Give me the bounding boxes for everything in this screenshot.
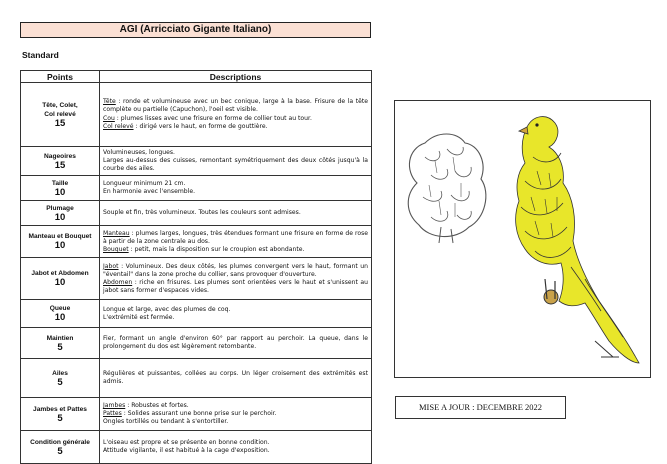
description-label: Jabot: [103, 262, 119, 270]
description-label: Tête: [103, 98, 116, 106]
table-row: [21, 328, 372, 359]
points-header: Points: [21, 71, 100, 83]
criterion-name: Condition générale: [30, 438, 90, 446]
criterion-description: [100, 226, 372, 258]
table-row: [21, 300, 372, 328]
back-view-sketch-icon: [408, 134, 486, 243]
description-line: [103, 157, 368, 173]
update-note: MISE A JOUR : DECEMBRE 2022: [395, 396, 566, 419]
criterion-name: Taille: [51, 179, 69, 187]
description-text: Régulières et puissantes, collées au corps. Un léger croisement des extrémités est admis.: [103, 370, 368, 386]
description-text: Souple et fin, très volumineux. Toutes les couleurs sont admises.: [103, 209, 301, 217]
yellow-canary-icon: [516, 117, 639, 363]
criterion-description: [100, 201, 372, 226]
table-row: [21, 176, 372, 201]
criterion-points: 15: [54, 159, 66, 171]
criterion-points: 5: [57, 412, 63, 424]
table-row: [21, 201, 372, 226]
description-label: Pattes: [103, 410, 122, 418]
criterion-points: 5: [57, 445, 63, 457]
criterion-name: Jabot et Abdomen: [31, 270, 89, 278]
standard-heading: Standard: [22, 50, 59, 60]
criterion-points: 10: [54, 211, 66, 223]
description-text: En harmonie avec l'ensemble.: [103, 188, 196, 196]
standard-table: [20, 70, 372, 464]
table-row: [21, 226, 372, 258]
description-text: : dirigé vers le haut, en forme de gouttière.: [133, 122, 268, 130]
description-label: Col relevé: [103, 122, 134, 130]
description-text: Attitude vigilante, il est habitué à la cage d'exposition.: [103, 447, 270, 455]
description-line: [103, 314, 368, 322]
criterion-cell: [21, 83, 100, 147]
criterion-name: Maintien: [46, 334, 74, 342]
criterion-cell: [21, 398, 100, 431]
criterion-cell: [21, 226, 100, 258]
criterion-description: [100, 147, 372, 176]
criterion-description: [100, 176, 372, 201]
criterion-points: 10: [54, 312, 66, 324]
criterion-points: 10: [54, 240, 66, 252]
criterion-description: [100, 258, 372, 300]
description-label: Abdomen: [103, 278, 133, 286]
description-label: Cou: [103, 114, 115, 122]
criterion-name: Queue: [49, 305, 71, 313]
description-line: [103, 418, 368, 426]
table-row: [21, 398, 372, 431]
bird-illustration-frame: [394, 100, 651, 378]
criterion-cell: [21, 328, 100, 359]
criterion-name: Jambes et Pattes: [33, 405, 87, 413]
criterion-description: [100, 300, 372, 328]
description-text: Fier, formant un angle d'environ 60° par rapport au perchoir. La queue, dans le prolongement du dos est légèrement retombante.: [103, 335, 368, 351]
criterion-name: Manteau et Bouquet: [28, 233, 92, 241]
criterion-points: 10: [54, 277, 66, 289]
criterion-cell: [21, 359, 100, 398]
criterion-description: [100, 359, 372, 398]
criterion-cell: [21, 147, 100, 176]
description-line: [103, 209, 368, 217]
criterion-name: Ailes: [52, 369, 68, 377]
criterion-description: [100, 431, 372, 464]
description-line: [103, 263, 368, 279]
description-text: L'extrémité est fermée.: [103, 313, 175, 321]
description-text: : Robustes et fortes.: [125, 402, 189, 410]
description-line: [103, 279, 368, 295]
table-body: [21, 83, 372, 464]
description-text: : petit, mais la disposition sur le croupion est abondante.: [128, 245, 305, 253]
table-row: [21, 431, 372, 464]
document-title: AGI (Arricciato Gigante Italiano): [20, 22, 371, 38]
description-line: [103, 98, 368, 114]
description-text: Larges au-dessus des cuisses, remontant symétriquement des deux côtés jusqu'à la courbe des ailes.: [103, 157, 368, 173]
description-text: Longue et large, avec des plumes de coq.: [103, 305, 231, 313]
criterion-description: [100, 328, 372, 359]
bird-illustration: [395, 101, 650, 377]
description-text: : Solides assurant une bonne prise sur le perchoir.: [121, 410, 277, 418]
description-line: [103, 123, 368, 131]
criterion-name: Plumage: [46, 204, 74, 212]
description-text: Ongles tortillés ou tendant à s'entortiller.: [103, 418, 229, 426]
table-row: [21, 258, 372, 300]
description-text: Volumineuses, longues.: [103, 149, 175, 156]
criterion-description: [100, 83, 372, 147]
description-line: [103, 306, 368, 314]
description-line: [103, 370, 368, 386]
description-label: Jambes: [103, 402, 126, 410]
description-line: [103, 188, 368, 196]
criterion-points: 10: [54, 186, 66, 198]
table-header-row: [21, 71, 372, 83]
description-text: : ronde et volumineuse avec un bec conique, large à la base. Frisure de la tête complète ou partielle (Capuchon), l'oeil est visible.: [103, 98, 368, 114]
criterion-cell: [21, 201, 100, 226]
description-line: [103, 246, 368, 254]
criterion-cell: [21, 176, 100, 201]
criterion-cell: [21, 258, 100, 300]
description-label: Manteau: [103, 229, 130, 237]
descriptions-header: Descriptions: [100, 71, 372, 83]
criterion-name: Nageoires: [44, 152, 76, 160]
description-text: : Volumineux. Des deux côtés, les plumes convergent vers le haut, formant un "éventail" dans la zone proche du collier, sans provoquer d'ouverture.: [103, 262, 368, 278]
description-line: [103, 402, 368, 410]
table-row: [21, 83, 372, 147]
criterion-cell: [21, 300, 100, 328]
description-text: Longueur minimum 21 cm.: [103, 180, 186, 188]
description-line: [103, 230, 368, 246]
criterion-description: [100, 398, 372, 431]
criterion-name: Tête, Colet,: [42, 101, 78, 109]
table-row: [21, 147, 372, 176]
description-text: : plumes larges, longues, très étendues formant une frisure en forme de rose à partir de la zone centrale au dos.: [103, 229, 368, 245]
description-line: [103, 149, 368, 157]
criterion-points: 5: [57, 341, 63, 353]
criterion-points: 15: [54, 117, 66, 129]
description-text: : riche en frisures. Les plumes sont orientées vers le haut et s'unissent au jabot sans former d'espaces vides.: [103, 278, 368, 294]
table-row: [21, 359, 372, 398]
description-line: [103, 447, 368, 455]
criterion-cell: [21, 431, 100, 464]
description-text: : plumes lisses avec une frisure en forme de collier tout au tour.: [114, 114, 312, 122]
description-text: L'oiseau est propre et se présente en bonne condition.: [103, 439, 270, 447]
description-line: [103, 335, 368, 351]
description-line: [103, 115, 368, 123]
criterion-name: Col relevé: [44, 110, 76, 118]
description-label: Bouquet: [103, 245, 129, 253]
criterion-points: 5: [57, 376, 63, 388]
description-line: [103, 180, 368, 188]
